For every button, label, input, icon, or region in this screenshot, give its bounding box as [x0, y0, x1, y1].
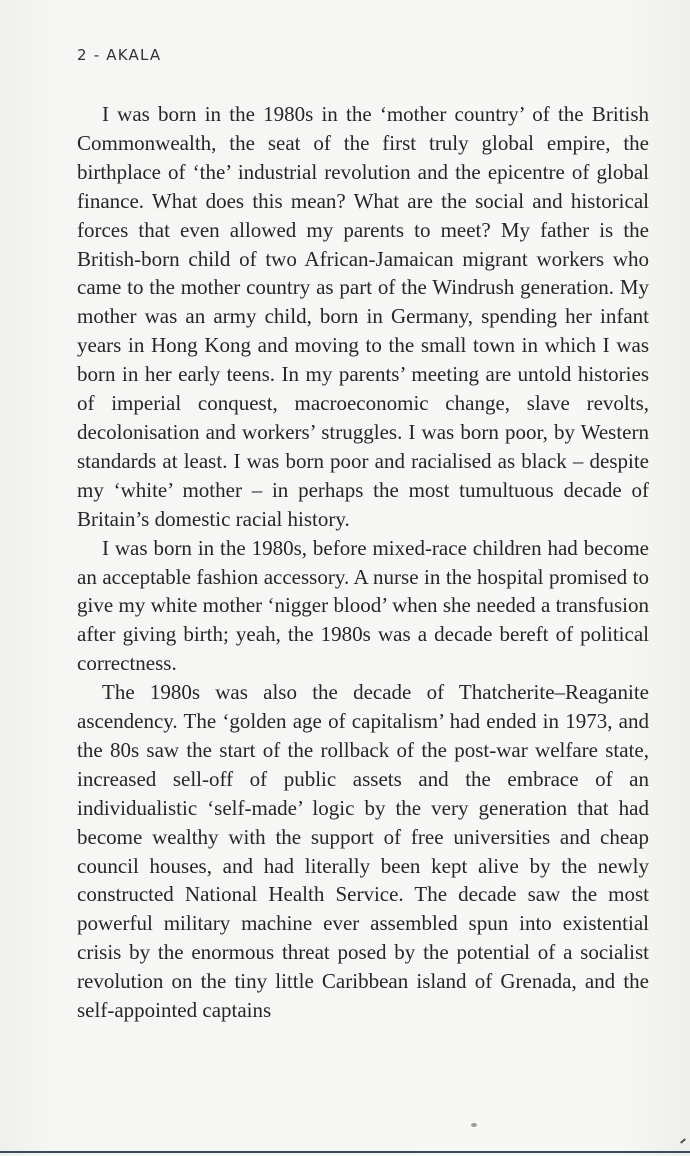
bottom-edge-rule	[0, 1151, 690, 1153]
paragraph-1: I was born in the 1980s in the ‘mother country’ of the British Commonwealth, the seat of the first truly global empire, the birthplace of ‘the’ industrial revolution and the epicentre of global finance. What does this mean? What are the social and historical forces that even allowed my parents to meet? My father is the British-born child of two African-Jamaican migrant workers who came to the mother country as part of the Windrush generation. My mother was an army child, born in Germany, spending her infant years in Hong Kong and moving to the small town in which I was born in her early teens. In my parents’ meeting are untold histories of imperial conquest, macroeconomic change, slave revolts, decolonisation and workers’ struggles. I was born poor, by Western standards at least. I was born poor and racialised as black – despite my ‘white’ mother – in perhaps the most tumultuous decade of Britain’s domestic racial history.	[77, 102, 649, 531]
paragraph-3: The 1980s was also the decade of Thatcherite–Reaganite ascendency. The ‘golden age of capitalism’ had ended in 1973, and the 80s saw the start of the rollback of the post-war welfare state, increased sell-off of public assets and the embrace of an individualistic ‘self-made’ logic by the very generation that had become wealthy with the support of free universities and cheap council houses, and had literally been kept alive by the newly constructed National Health Service. The decade saw the most powerful military machine ever assembled spun into existential crisis by the enormous threat posed by the potential of a socialist revolution on the tiny little Caribbean island of Grenada, and the self-appointed captains	[77, 680, 649, 1023]
print-speck	[471, 1123, 477, 1127]
corner-mark	[680, 1138, 686, 1143]
paragraph-2: I was born in the 1980s, before mixed-race children had become an acceptable fashion accessory. A nurse in the hospital promised to give my white mother ‘nigger blood’ when she needed a transfusion after giving birth; yeah, the 1980s was a decade bereft of political correctness.	[77, 535, 649, 676]
body-text	[77, 100, 649, 1025]
running-head: 2 - AKALA	[77, 46, 162, 64]
